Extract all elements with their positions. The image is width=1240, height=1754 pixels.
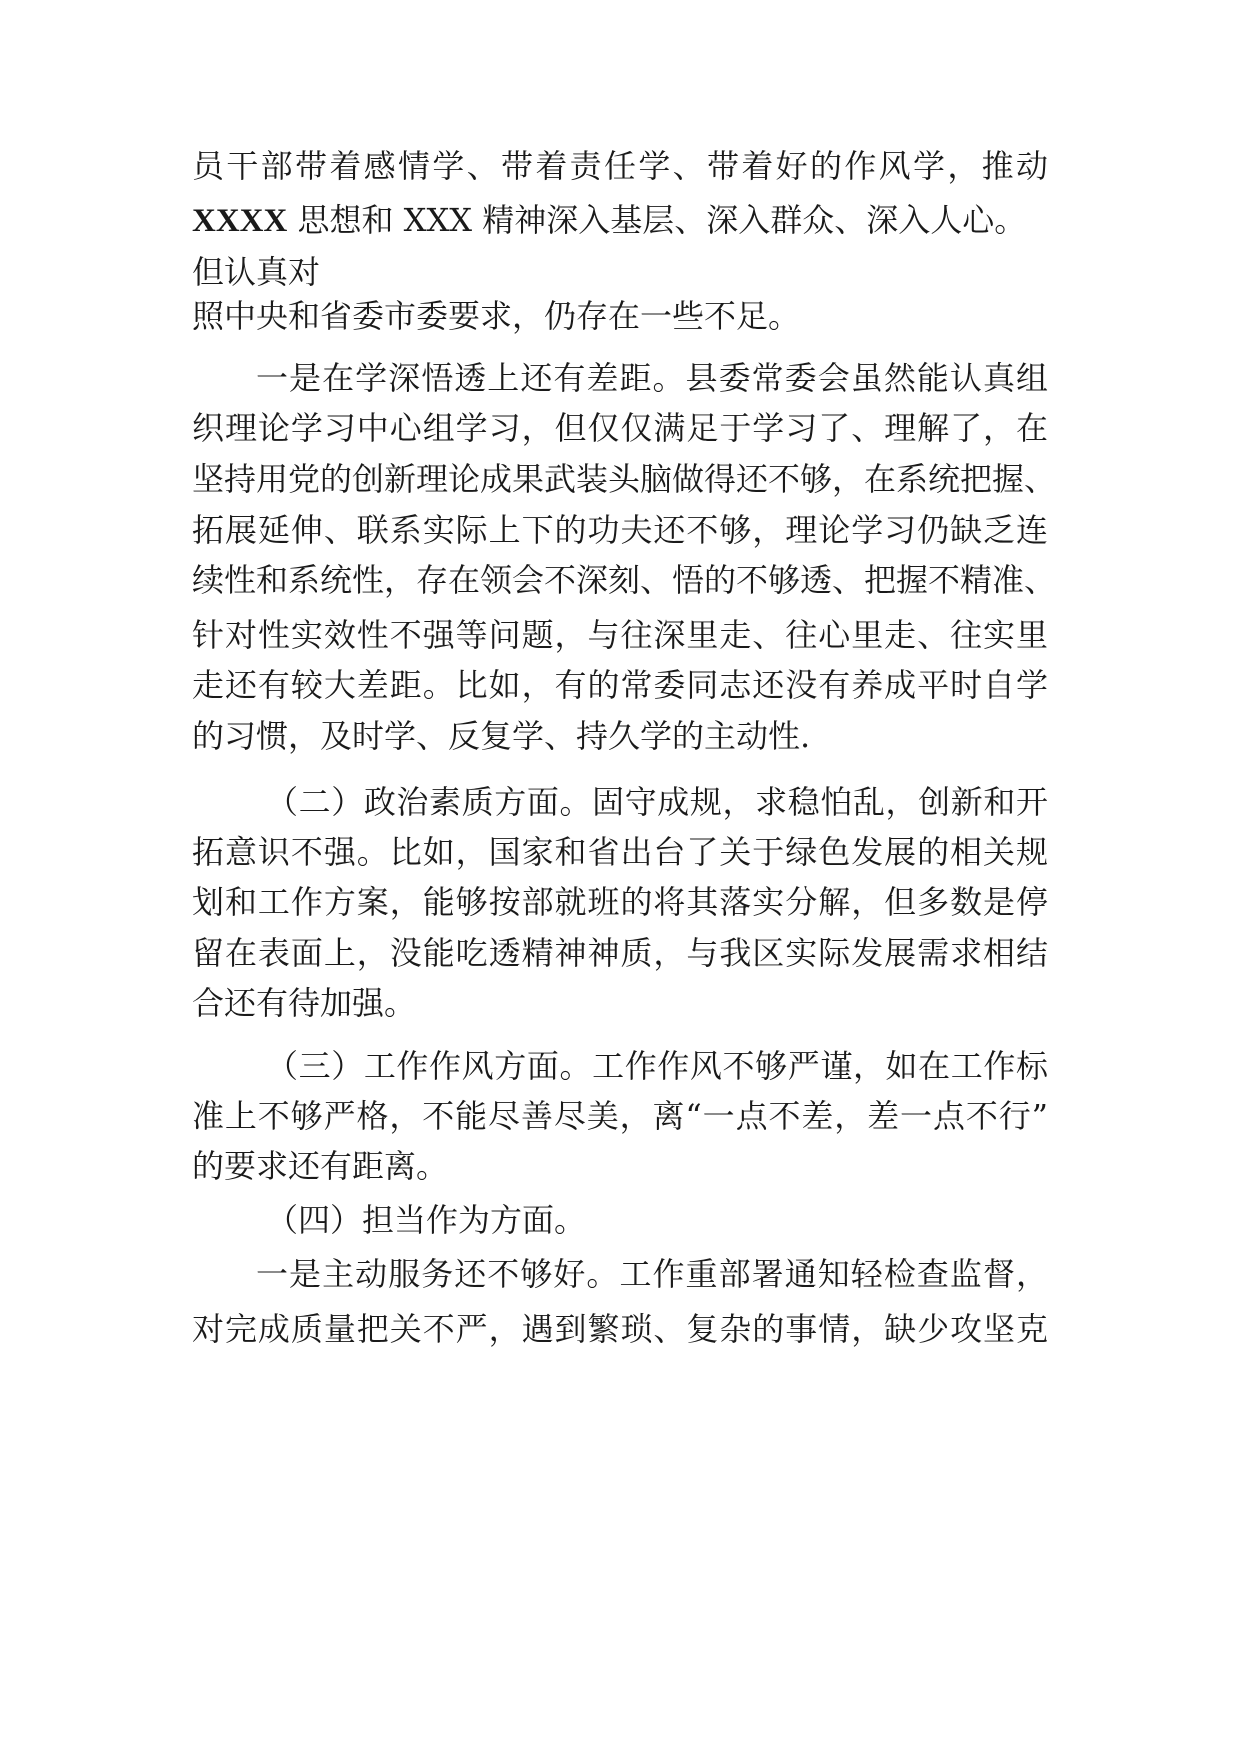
- text-line: 拓意识不强。比如，国家和省出台了关于绿色发展的相关规: [192, 833, 1048, 871]
- text-line: [192, 200, 1026, 241]
- paragraph-first-line: 一是主动服务还不够好。工作重部署通知轻检查监督，: [256, 1255, 1048, 1293]
- text-line: 划和工作方案，能够按部就班的将其落实分解，但多数是停: [192, 883, 1048, 921]
- section-heading-line: （四）担当作为方面。: [266, 1201, 587, 1239]
- section-heading-line: （二）政治素质方面。固守成规，求稳怕乱，创新和开: [266, 783, 1048, 821]
- text-line: 合还有待加强。: [192, 984, 417, 1022]
- text-line: 拓展延伸、联系实际上下的功夫还不够，理论学习仍缺乏连: [192, 511, 1048, 549]
- paragraph-first-line: 一是在学深悟透上还有差距。县委常委会虽然能认真组: [256, 359, 1048, 397]
- text-line: 照中央和省委市委要求，仍存在一些不足。: [192, 297, 801, 335]
- text-line: 针对性实效性不强等问题，与往深里走、往心里走、往实里: [192, 616, 1048, 654]
- text-line: 的要求还有距离。: [192, 1147, 449, 1185]
- text-line: 坚持用党的创新理论成果武装头脑做得还不够，在系统把握、: [192, 460, 1057, 498]
- section-heading-line: （三）工作作风方面。工作作风不够严谨，如在工作标: [266, 1047, 1048, 1085]
- text-line: 对完成质量把关不严，遇到繁琐、复杂的事情，缺少攻坚克: [192, 1310, 1048, 1348]
- text-segment: 思想和 XXX 精神深入基层、深入群众、深入人心。: [287, 201, 1027, 239]
- text-line: 员干部带着感情学、带着责任学、带着好的作风学，推动: [192, 147, 1048, 185]
- text-line: 的习惯，及时学、反复学、持久学的主动性.: [192, 717, 811, 755]
- text-line: 织理论学习中心组学习，但仅仅满足于学习了、理解了，在: [192, 409, 1048, 447]
- text-line: 续性和系统性，存在领会不深刻、悟的不够透、把握不精准、: [192, 561, 1057, 599]
- text-line: 准上不够严格，不能尽善尽美，离“一点不差，差一点不行”: [192, 1097, 1048, 1135]
- text-line: 留在表面上，没能吃透精神神质，与我区实际发展需求相结: [192, 934, 1048, 972]
- text-line: 但认真对: [192, 253, 321, 291]
- text-line: 走还有较大差距。比如，有的常委同志还没有养成平时自学: [192, 666, 1048, 704]
- redacted-term: XXXX: [192, 203, 288, 239]
